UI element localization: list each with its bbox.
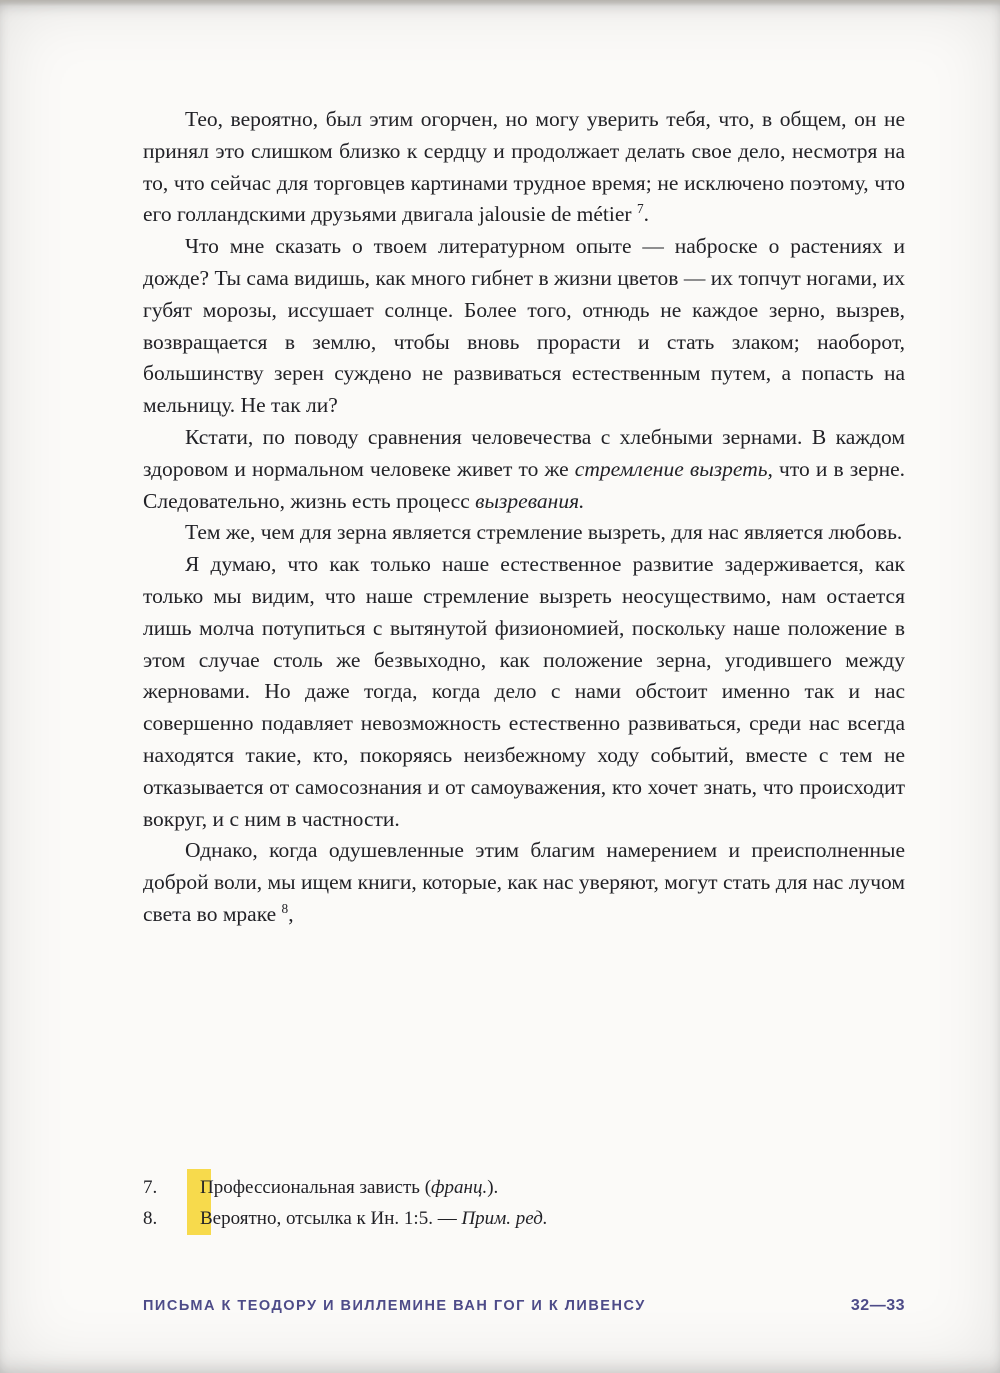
footnote-text (200, 1203, 905, 1234)
paragraph (143, 517, 905, 549)
footnote-ref: 7 (636, 201, 644, 217)
paragraph (143, 835, 905, 930)
italic-text: Прим. ред. (461, 1208, 548, 1229)
paragraph (143, 231, 905, 422)
text-run: Тем же, чем для зерна является стремление вызреть, для нас является любовь. (185, 520, 903, 545)
footnote-ref: 8 (281, 900, 289, 916)
footnote-text (200, 1172, 905, 1203)
footnotes (143, 1172, 905, 1234)
paragraph (143, 422, 905, 517)
italic-text: стремление вызреть, (574, 456, 773, 481)
page-footer (143, 1297, 905, 1315)
text-run: Профессиональная зависть ( (200, 1177, 432, 1198)
italic-text: вызревания. (475, 488, 585, 513)
text-run: Я думаю, что как только наше естественное развитие задерживается, как только мы видим, что наше стремление вызреть неосуществимо, нам остается лишь молча потупиться с вытянутой физиономией, поскольку наше положение в этом случае столь же безвыходно, как положение зерна, угодившего между жерновами. Но даже тогда, когда дело с нами обстоит именно так и нас совершенно подавляет невозможность естественно развиваться, среди нас всегда находятся такие, кто, покоряясь неизбежному ходу событий, вместе с тем не отказывается от самосознания и от самоуважения, кто хочет знать, что происходит вокруг, и с ним в частности. (143, 552, 905, 831)
text-run: . (643, 202, 650, 227)
text-run: Вероятно, отсылка к Ин. 1:5. — (200, 1208, 462, 1229)
footnote (143, 1203, 905, 1234)
body-text (143, 104, 905, 931)
paragraph (143, 549, 905, 835)
text-run: что и в зерне. Следовательно, жизнь есть процесс (143, 456, 906, 513)
footnote-number: 8. (143, 1208, 158, 1229)
text-run: Тео, вероятно, был этим огорчен, но могу уверить тебя, что, в общем, он не принял это слишком близко к сердцу и продолжает делать свое дело, несмотря на то, что сейчас для торговцев картинами трудное время; не исключено поэтому, что его голландскими друзьями двигала jalousie de métier (143, 107, 905, 227)
text-run: , (288, 901, 294, 926)
paragraph (143, 104, 905, 231)
footnote-number: 7. (143, 1177, 158, 1198)
text-run: Кстати, по поводу сравнения человечества с хлебными зернами. В каждом здоровом и нормальном человеке живет то же (143, 424, 905, 481)
page-numbers: 32—33 (850, 1297, 905, 1314)
text-run: Однако, когда одушевленные этим благим намерением и преисполненные доброй воли, мы ищем книги, которые, как нас уверяют, могут стать для нас лучом света во мраке (143, 838, 905, 926)
footnote (143, 1172, 905, 1203)
running-title: ПИСЬМА К ТЕОДОРУ И ВИЛЛЕМИНЕ ВАН ГОГ И К ЛИВЕНСУ (143, 1298, 646, 1314)
text-run: Что мне сказать о твоем литературном опыте — наброске о растениях и дожде? Ты сама видишь, как много гибнет в жизни цветов — их топчут ногами, их губят морозы, иссушает солнце. Более того, отнюдь не каждое зерно, вызрев, возвращается в землю, чтобы вновь прорасти и стать злаком; наоборот, большинству зерен суждено не развиваться естественным путем, а попасть на мельницу. Не так ли? (143, 234, 905, 418)
text-run: ). (487, 1177, 499, 1198)
italic-text: франц. (431, 1177, 488, 1198)
